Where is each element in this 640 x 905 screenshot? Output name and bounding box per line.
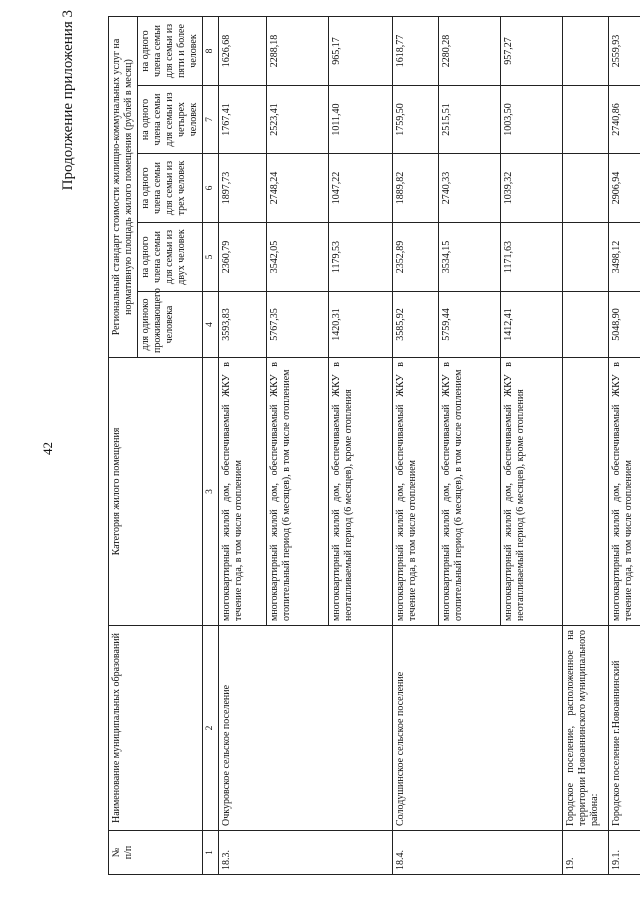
col-index: 3 [203, 358, 219, 626]
cost-value: 1047,22 [329, 154, 393, 223]
header-family-4: на одного члена семьи для семьи из четырех человек [138, 86, 203, 154]
col-index: 6 [203, 154, 219, 223]
row-number: 19.1. [609, 831, 640, 875]
header-municipality: Наименование муниципальных образований [109, 626, 203, 831]
cost-value: 2559,93 [609, 16, 640, 85]
col-index: 8 [203, 16, 219, 85]
header-one-person: для одиноко проживающего человека [138, 292, 203, 358]
cost-value: 2748,24 [267, 154, 329, 223]
cost-value: 5767,35 [267, 292, 329, 358]
cost-value [563, 154, 609, 223]
header-family-5: на одного члена семьи для семьи из пяти и более человек [138, 16, 203, 85]
row-number: 18.3. [219, 831, 393, 875]
continuation-title: Продолжение приложения 3 [60, 10, 76, 191]
col-index: 1 [203, 831, 219, 875]
cost-value: 1889,82 [393, 154, 439, 223]
cost-value: 2352,89 [393, 223, 439, 292]
cost-value: 2523,41 [267, 86, 329, 154]
housing-category: многоквартирный жилой дом, обеспечиваемый ЖКУ в отопительный период (6 месяцев), в том числе отоплением [439, 358, 501, 626]
header-family-2: на одного члена семьи для семьи из двух человек [138, 223, 203, 292]
cost-value: 1039,32 [501, 154, 563, 223]
col-index: 7 [203, 86, 219, 154]
municipality-name: Городское поселение, расположенное на территории Новоаннинского муниципального района: [563, 626, 609, 831]
col-index: 2 [203, 626, 219, 831]
rotated-page [58, 10, 635, 895]
cost-value: 5759,44 [439, 292, 501, 358]
cost-value: 2288,18 [267, 16, 329, 85]
cost-value: 3593,83 [219, 292, 267, 358]
housing-category: многоквартирный жилой дом, обеспечиваемый ЖКУ в течение года, в том числе отоплением [393, 358, 439, 626]
housing-category: многоквартирный жилой дом, обеспечиваемый ЖКУ в течение года, в том числе отоплением [609, 358, 640, 626]
municipality-name: Городское поселение г.Новоаннинский [609, 626, 640, 831]
col-index: 5 [203, 223, 219, 292]
cost-value: 2515,51 [439, 86, 501, 154]
cost-value: 3585,92 [393, 292, 439, 358]
table-row [219, 16, 267, 874]
cost-value: 1179,53 [329, 223, 393, 292]
cost-value: 2360,79 [219, 223, 267, 292]
cost-value: 1011,40 [329, 86, 393, 154]
cost-value: 1171,63 [501, 223, 563, 292]
cost-value: 2906,94 [609, 154, 640, 223]
municipality-name: Очкуровское сельское поселение [219, 626, 393, 831]
municipality-name: Солодушинское сельское поселение [393, 626, 563, 831]
header-family-3: на одного члена семьи для семьи из трех человек [138, 154, 203, 223]
housing-cost-table [108, 16, 640, 875]
cost-value: 1897,73 [219, 154, 267, 223]
cost-value: 2740,86 [609, 86, 640, 154]
cost-value: 2740,33 [439, 154, 501, 223]
cost-value: 3498,12 [609, 223, 640, 292]
cost-value: 2280,28 [439, 16, 501, 85]
col-index: 4 [203, 292, 219, 358]
cost-value: 957,27 [501, 16, 563, 85]
cost-value [563, 223, 609, 292]
housing-category: многоквартирный жилой дом, обеспечиваемый ЖКУ в течение года, в том числе отоплением [219, 358, 267, 626]
row-number: 18.4. [393, 831, 563, 875]
cost-value: 1618,77 [393, 16, 439, 85]
housing-category [563, 358, 609, 626]
cost-value: 1003,50 [501, 86, 563, 154]
header-standard: Региональный стандарт стоимости жилищно-коммунальных услуг на нормативную площадь жилого помещения (рублей в месяц) [109, 16, 138, 357]
cost-value: 1767,41 [219, 86, 267, 154]
header-category: Категория жилого помещения [109, 358, 203, 626]
cost-value: 965,17 [329, 16, 393, 85]
cost-value: 3534,15 [439, 223, 501, 292]
column-index-row [203, 16, 219, 874]
cost-value: 1759,50 [393, 86, 439, 154]
table-row [609, 16, 640, 874]
cost-value [563, 86, 609, 154]
cost-value: 3542,05 [267, 223, 329, 292]
cost-value: 1626,68 [219, 16, 267, 85]
page-number: 42 [40, 442, 55, 455]
row-number: 19. [563, 831, 609, 875]
cost-value [563, 16, 609, 85]
table-row [393, 16, 439, 874]
cost-value: 1420,31 [329, 292, 393, 358]
cost-value: 5048,90 [609, 292, 640, 358]
housing-category: многоквартирный жилой дом, обеспечиваемый ЖКУ в неотапливаемый период (6 месяцев), кроме отопления [501, 358, 563, 626]
housing-category: многоквартирный жилой дом, обеспечиваемый ЖКУ в неотапливаемый период (6 месяцев), кроме отопления [329, 358, 393, 626]
header-no: № п/п [109, 831, 203, 875]
cost-value [563, 292, 609, 358]
table-row [563, 16, 609, 874]
housing-category: многоквартирный жилой дом, обеспечиваемый ЖКУ в отопительный период (6 месяцев), в том числе отоплением [267, 358, 329, 626]
cost-value: 1412,41 [501, 292, 563, 358]
